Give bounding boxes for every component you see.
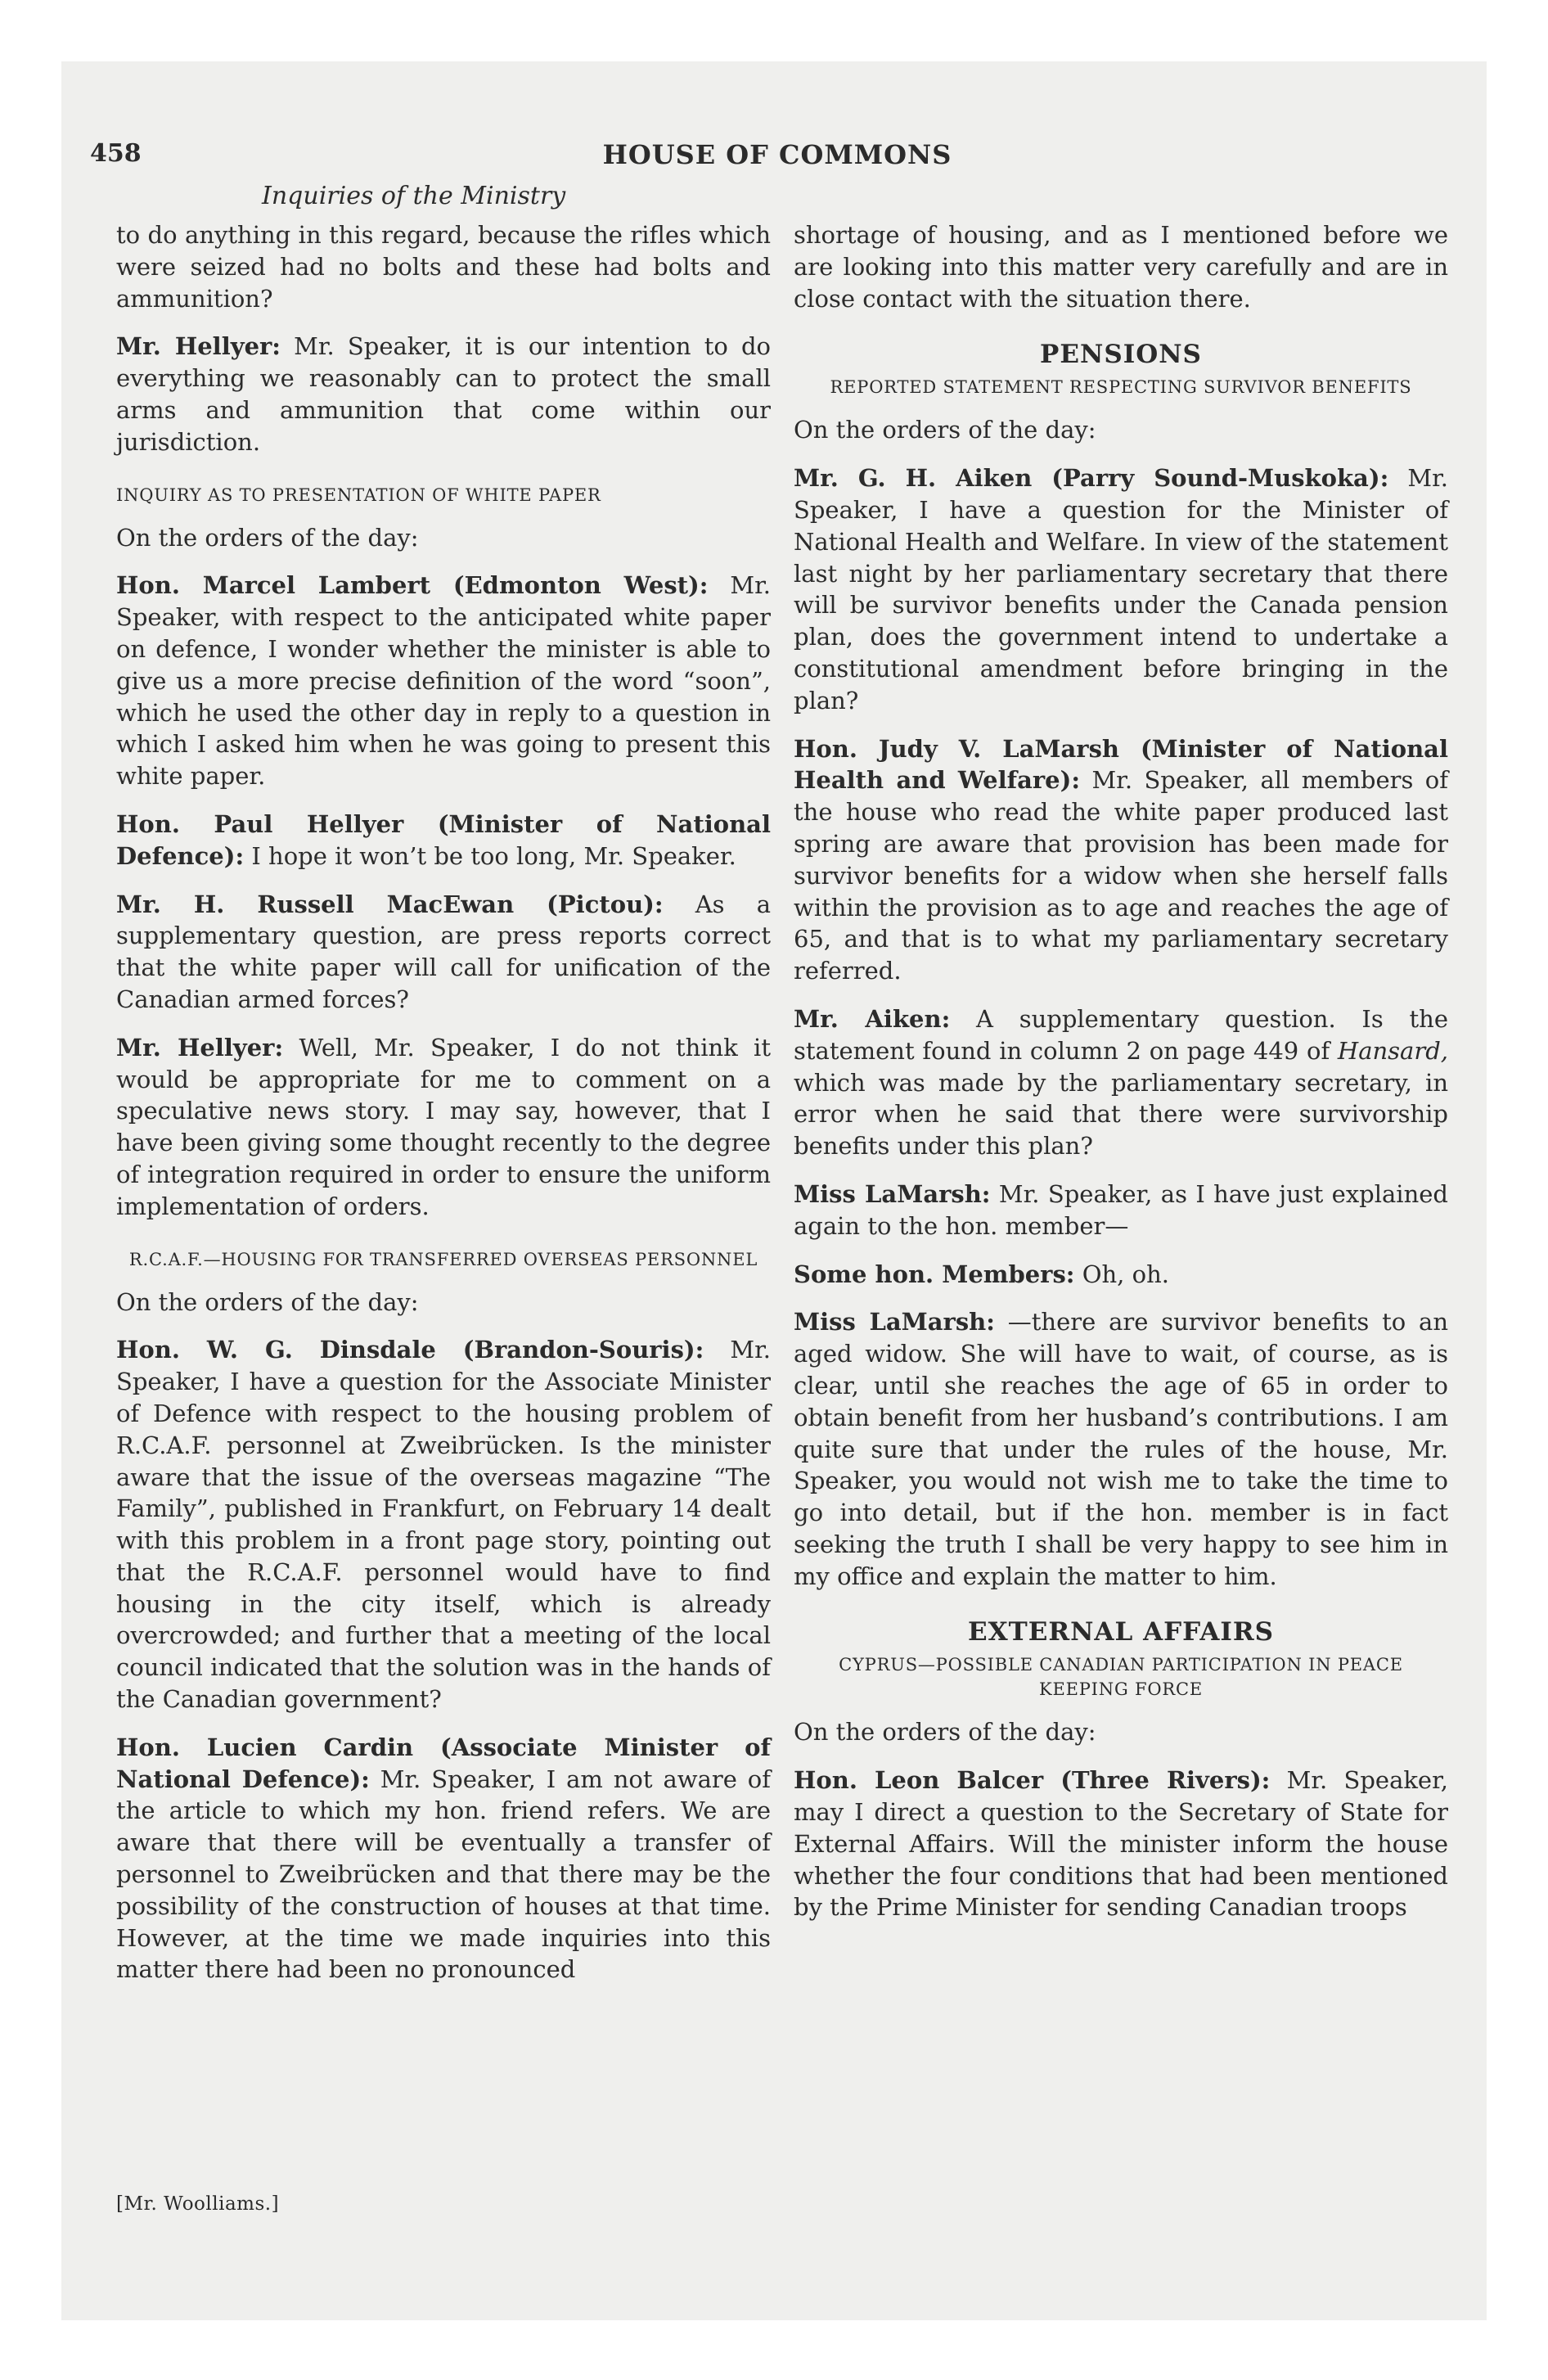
speech-text: As a supplementary question, are press reports correct that the white paper will call for unification of the Canadian armed forces?	[116, 890, 771, 1013]
section-heading: INQUIRY AS TO PRESENTATION OF WHITE PAPER	[116, 485, 601, 505]
paragraph	[116, 1732, 771, 1986]
footer-note: [Mr. Woolliams.]	[116, 2193, 280, 2215]
paragraph: shortage of housing, and as I mentioned before we are looking into this matter very carefully and are in close contact with the situation there.	[794, 221, 1448, 313]
right-column	[794, 219, 1448, 1923]
paragraph: to do anything in this regard, because the rifles which were seized had no bolts and these had bolts and ammunition?	[116, 221, 771, 313]
paragraph	[116, 1032, 771, 1223]
paragraph	[794, 1003, 1448, 1162]
paragraph	[794, 1306, 1448, 1592]
speech-text: Mr. Speaker, may I direct a question to the Secretary of State for External Affairs. Will the minister inform the house whether the four conditions that had been mentioned by the Prime Minister for sending Canadian troops	[794, 1766, 1448, 1922]
speaker-name: Hon. Marcel Lambert (Edmonton West):	[116, 571, 709, 600]
speech-text: Mr. Speaker, I have a question for the Minister of National Health and Welfare. In view of the statement last night by her parliamentary secretary that there will be survivor benefits under the Canada pension plan, does the government intend to undertake a constitutional amendment before bringing in the plan?	[794, 464, 1448, 714]
speech-text: Mr. Speaker, as I have just explained again to the hon. member—	[794, 1179, 1448, 1240]
subject-heading: PENSIONS	[1040, 340, 1202, 370]
speaker-name: Mr. Hellyer:	[116, 332, 281, 361]
page-title: HOUSE OF COMMONS	[602, 139, 952, 170]
page-subtitle: Inquiries of the Ministry	[262, 182, 566, 210]
speech-text: —there are survivor benefits to an aged widow. She will have to wait, of course, as is clear, until she reaches the age of 65 in order to obtain benefit from her husband’s contributions. I am quite sure that under the rules of the house, Mr. Speaker, you would not wish me to take the time to go into detail, but if the hon. member is in fact seeking the truth I shall be very happy to see him in my office and explain the matter to him.	[794, 1308, 1448, 1590]
speech-text: Mr. Speaker, with respect to the anticipated white paper on defence, I wonder whether the minister is able to give us a more precise definition of the word “soon”, which he used the other day in reply to a question in which I asked him when he was going to present this white paper.	[116, 571, 772, 791]
speaker-name: Mr. G. H. Aiken (Parry Sound-Muskoka):	[794, 464, 1389, 493]
speech-text: Mr. Speaker, I have a question for the Associate Minister of Defence with respect to the housing problem of R.C.A.F. personnel at Zweibrücken. Is the minister aware that the issue of the overseas magazine “The Family”, published in Frankfurt, on February 14 dealt with this problem in a front page story, pointing out that the R.C.A.F. personnel would have to find housing in the city itself, which is already overcrowded; and further that a meeting of the local council indicated that the solution was in the hands of the Canadian government?	[116, 1336, 771, 1714]
paragraph	[116, 331, 771, 458]
speech-text: A supplementary question. Is the statement found in column 2 on page 449 of	[794, 1004, 1449, 1065]
paragraph	[794, 1179, 1448, 1242]
paragraph	[794, 733, 1448, 987]
speaker-name: Miss LaMarsh:	[794, 1179, 991, 1208]
paragraph	[794, 462, 1448, 716]
speech-text: Mr. Speaker, it is our intention to do everything we reasonably can to protect the small arms and ammunition that come within our jurisdiction.	[116, 332, 771, 456]
orders-of-day: On the orders of the day:	[116, 1287, 419, 1316]
speech-text: Mr. Speaker, all members of the house who read the white paper produced last spring are aware that provision has been made for survivor benefits for a widow when she herself falls within the provision as to age and reaches the age of 65, and that is to what my parliamentary secretary referred.	[794, 766, 1449, 985]
running-header	[90, 139, 1465, 180]
section-heading: CYPRUS—POSSIBLE CANADIAN PARTICIPATION IN PEACE KEEPING FORCE	[839, 1655, 1403, 1700]
speech-text: Mr. Speaker, I am not aware of the article to which my hon. friend refers. We are aware that there will be eventually a transfer of personnel to Zweibrücken and that there may be the possibility of the construction of houses at that time. However, at the time we made inquiries into this matter there had been no pronounced	[116, 1765, 771, 1984]
section-heading: REPORTED STATEMENT RESPECTING SURVIVOR BENEFITS	[830, 377, 1412, 398]
page-number: 458	[90, 139, 142, 168]
subject-heading: EXTERNAL AFFAIRS	[967, 1617, 1275, 1648]
paragraph	[116, 1334, 771, 1715]
paragraph	[116, 889, 771, 1016]
orders-of-day: On the orders of the day:	[116, 523, 419, 552]
paragraph	[794, 1765, 1448, 1923]
paragraph	[116, 570, 771, 792]
paragraph	[794, 1259, 1448, 1291]
speech-text: which was made by the parliamentary secretary, in error when he said that there were survivorship benefits under this plan?	[794, 1068, 1448, 1161]
paragraph	[116, 809, 771, 872]
speaker-name: Miss LaMarsh:	[794, 1308, 995, 1336]
publication-title: Hansard,	[1337, 1036, 1448, 1065]
speaker-name: Hon. W. G. Dinsdale (Brandon-Souris):	[116, 1336, 704, 1364]
speaker-name: Mr. Hellyer:	[116, 1033, 284, 1062]
speech-text: Oh, oh.	[1074, 1260, 1169, 1288]
speaker-name: Hon. Leon Balcer (Three Rivers):	[794, 1766, 1271, 1795]
orders-of-day: On the orders of the day:	[794, 416, 1096, 444]
speaker-name: Some hon. Members:	[794, 1260, 1075, 1288]
speech-text: I hope it won’t be too long, Mr. Speaker.	[244, 841, 736, 870]
speaker-name: Hon. Paul Hellyer (Minister of National Defence):	[116, 809, 771, 870]
speaker-name: Mr. H. Russell MacEwan (Pictou):	[116, 890, 664, 918]
section-heading: R.C.A.F.—HOUSING FOR TRANSFERRED OVERSEAS PERSONNEL	[128, 1249, 758, 1269]
speaker-name: Hon. Judy V. LaMarsh (Minister of National Health and Welfare):	[794, 734, 1448, 795]
speaker-name: Mr. Aiken:	[794, 1004, 951, 1033]
orders-of-day: On the orders of the day:	[794, 1718, 1096, 1747]
left-column	[116, 219, 771, 1986]
speech-text: Well, Mr. Speaker, I do not think it would be appropriate for me to comment on a speculative news story. I may say, however, that I have been giving some thought recently to the degree of integration required in order to ensure the uniform implementation of orders.	[116, 1033, 771, 1220]
speaker-name: Hon. Lucien Cardin (Associate Minister of National Defence):	[116, 1733, 771, 1793]
